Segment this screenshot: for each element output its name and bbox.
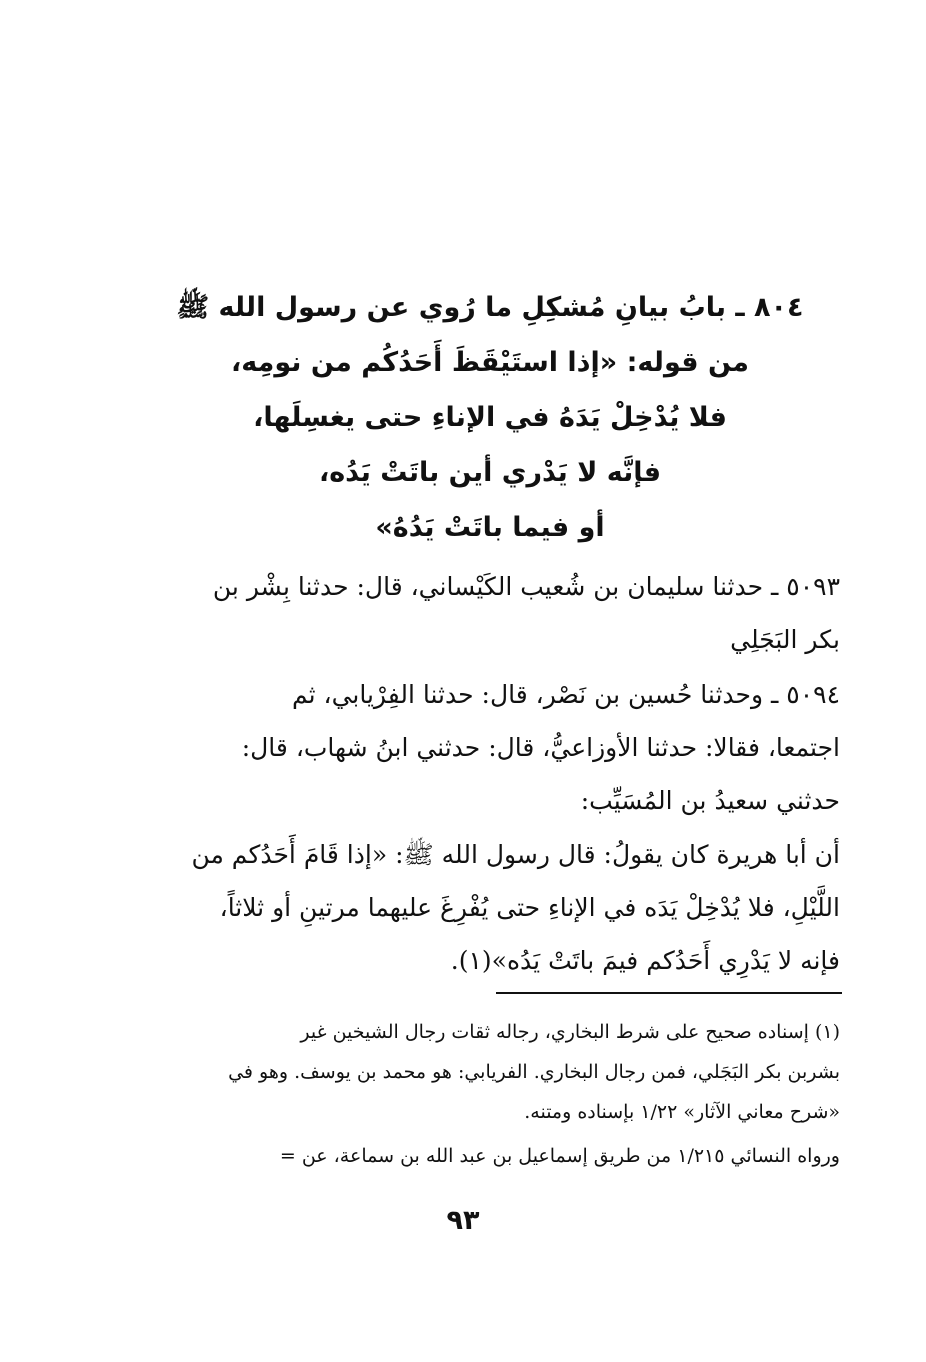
text-line: ٥٠٩٤ ـ وحدثنا حُسين بن نَصْر، قال: حدثنا الفِرْيابي، ثم <box>291 680 840 709</box>
chapter-heading <box>140 280 840 555</box>
footnote-divider <box>496 992 842 994</box>
hadith-matn <box>140 828 840 987</box>
text-line: أن أبا هريرة كان يقولُ: قال رسول الله ﷺ: «إذا قَامَ أَحَدُكم من <box>191 840 840 869</box>
hadith-5093 <box>140 560 840 666</box>
footnotes <box>140 1012 840 1176</box>
footnote-line: «شرح معاني الآثار» ١/٢٢ بإسناده ومتنه. <box>524 1101 840 1123</box>
footnote-line: (١) إسناده صحيح على شرط البخاري، رجاله ثقات رجال الشيخين غير <box>300 1021 840 1043</box>
text-line: حدثني سعيدُ بن المُسَيِّب: <box>580 786 840 815</box>
footnote-line: بشربن بكر البَجَلي، فمن رجال البخاري. الفريابي: هو محمد بن يوسف. وهو في <box>228 1061 840 1083</box>
chapter-heading-line: ٨٠٤ ـ بابُ بيانِ مُشكِلِ ما رُوي عن رسول الله ﷺ <box>176 292 804 323</box>
text-line: اللَّيْلِ، فلا يُدْخِلْ يَدَه في الإناءِ حتى يُفْرِغَ عليهما مرتينِ أو ثلاثاً، <box>219 893 840 922</box>
hadith-5094 <box>140 668 840 827</box>
text-line: فإنه لا يَدْرِي أَحَدُكم فيمَ باتَتْ يَدُه»(١). <box>450 946 840 975</box>
chapter-heading-line: من قوله: «إذا استَيْقَظَ أَحَدُكُم من نومِه، <box>231 347 749 378</box>
chapter-heading-line: فلا يُدْخِلْ يَدَهُ في الإناءِ حتى يغسِلَها، <box>253 402 727 433</box>
chapter-heading-line: أو فيما باتَتْ يَدُهُ» <box>375 512 605 543</box>
page-number: ٩٣ <box>446 1205 480 1236</box>
chapter-heading-line: فإنَّه لا يَدْري أين باتَتْ يَدُه، <box>318 457 662 488</box>
text-line: اجتمعا، فقالا: حدثنا الأوزاعيُّ، قال: حدثني ابنُ شهاب، قال: <box>241 733 840 762</box>
footnote-continuation: ورواه النسائي ١/٢١٥ من طريق إسماعيل بن عبد الله بن سماعة، عن = <box>279 1145 840 1167</box>
text-line: ٥٠٩٣ ـ حدثنا سليمان بن شُعيب الكَيْساني، قال: حدثنا بِشْر بن <box>212 572 840 601</box>
text-line: بكر البَجَلِي <box>730 625 840 654</box>
